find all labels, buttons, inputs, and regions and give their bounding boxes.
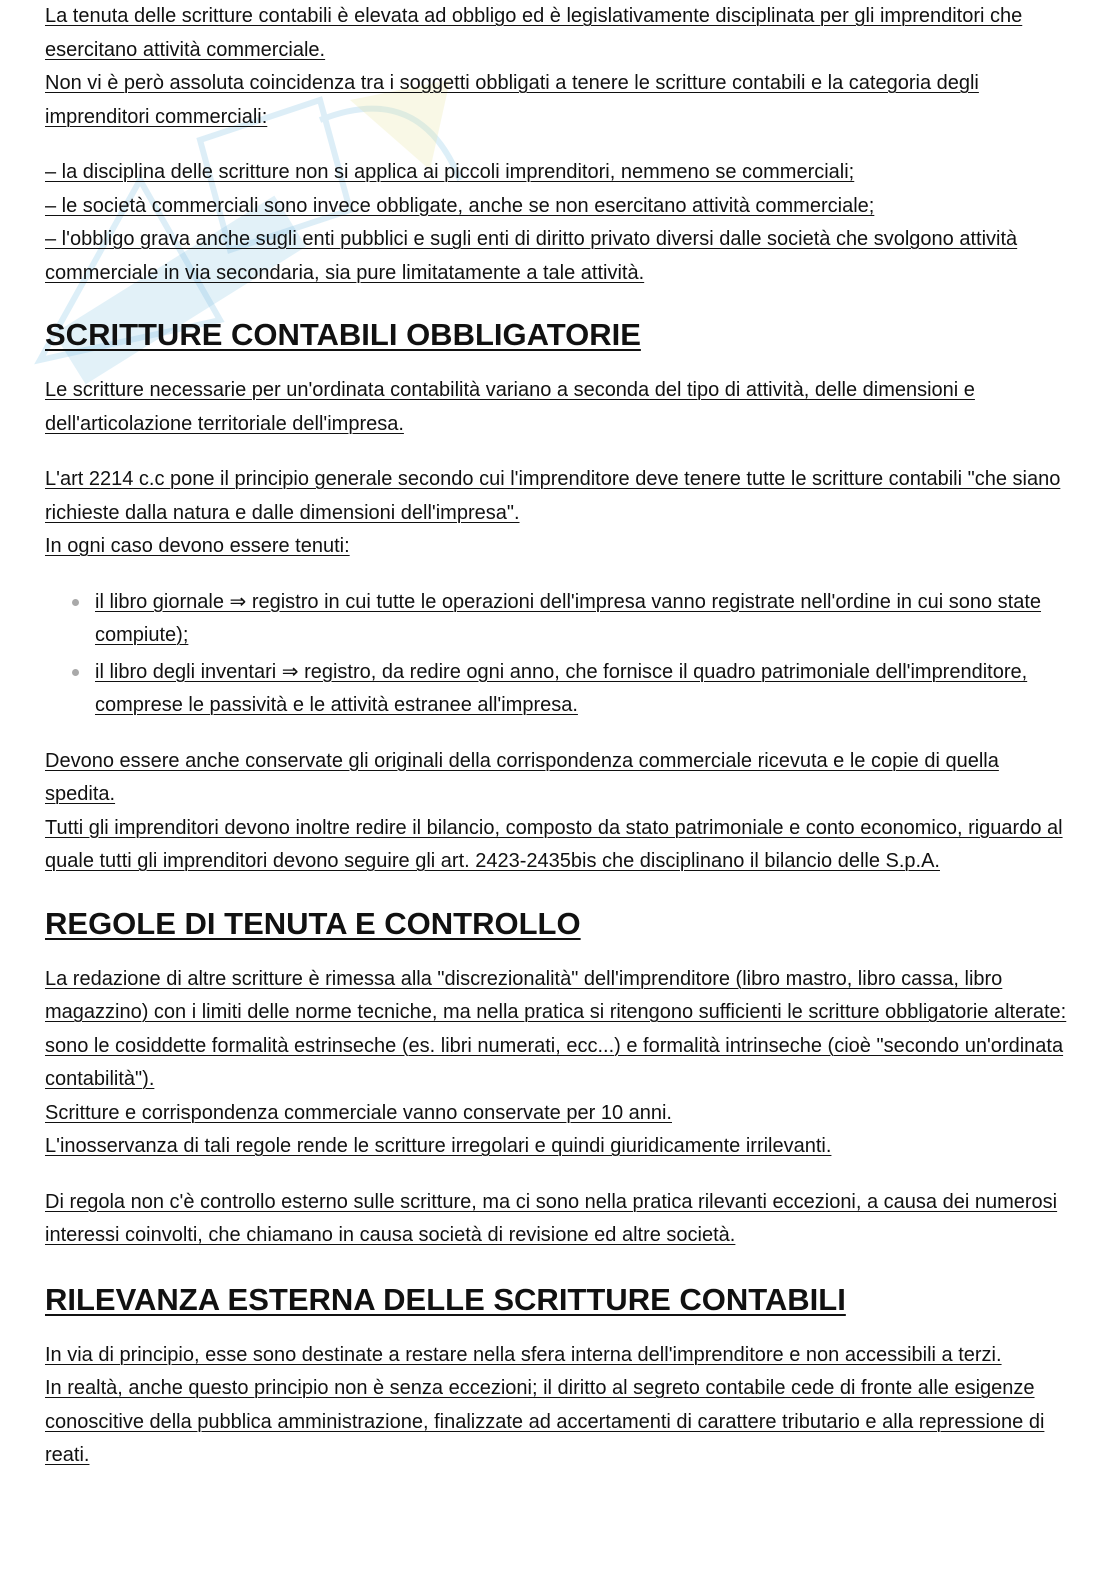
bullet-icon	[72, 669, 79, 676]
intro-block	[45, 0, 1070, 290]
bullet-icon	[72, 599, 79, 606]
section1-paragraph-5: Tutti gli imprenditori devono inoltre redire il bilancio, composto da stato patrimoniale e conto economico, riguardo al quale tutti gli imprenditori devono seguire gli art. 2423-2435bis che disciplinano il bilancio delle S.p.A.	[45, 816, 1063, 872]
section2-paragraph-1: La redazione di altre scritture è rimessa alla "discrezionalità" dell'imprenditore (libro mastro, libro cassa, libro magazzino) con i limiti delle norme tecniche, ma nella pratica si ritengono sufficienti le scritture obbligatorie alterate: sono le cosiddette formalità estrinseche (es. libri numerati, ecc...) e formalità intrinseche (cioè "secondo un'ordinata contabilità").	[45, 967, 1067, 1090]
section-heading-scritture-obbligatorie: SCRITTURE CONTABILI OBBLIGATORIE	[45, 317, 641, 352]
section-heading-regole-tenuta: REGOLE DI TENUTA E CONTROLLO	[45, 905, 581, 941]
section1-paragraph-3: In ogni caso devono essere tenuti:	[45, 535, 350, 557]
section2-paragraph-2: Scritture e corrispondenza commerciale vanno conservate per 10 anni.	[45, 1101, 672, 1124]
intro-dash-item-2: – le società commerciali sono invece obbligate, anche se non esercitano attività commerciale;	[45, 194, 875, 217]
section3-paragraph-2: In realtà, anche questo principio non è senza eccezioni; il diritto al segreto contabile cede di fronte alle esigenze conoscitive della pubblica amministrazione, finalizzate ad accertamenti di carattere tributario e alla repressione di reati.	[45, 1377, 1045, 1466]
section-heading-rilevanza-esterna: RILEVANZA ESTERNA DELLE SCRITTURE CONTABILI	[45, 1281, 846, 1317]
section3-paragraph-1: In via di principio, esse sono destinate a restare nella sfera interna dell'imprenditore e non accessibili a terzi.	[45, 1343, 1002, 1366]
section2-paragraph-3: L'inosservanza di tali regole rende le scritture irregolari e quindi giuridicamente irrilevanti.	[45, 1135, 832, 1157]
obligatory-books-list	[45, 586, 1070, 723]
section2-paragraph-4: Di regola non c'è controllo esterno sulle scritture, ma ci sono nella pratica rilevanti eccezioni, a causa dei numerosi interessi coinvolti, che chiamano in causa società di revisione ed altre società.	[45, 1190, 1058, 1246]
intro-paragraph-1: La tenuta delle scritture contabili è elevata ad obbligo ed è legislativamente disciplinata per gli imprenditori che esercitano attività commerciale.	[45, 5, 1023, 61]
intro-dash-item-3: – l'obbligo grava anche sugli enti pubblici e sugli enti di diritto privato diversi dalle società che svolgono attività commerciale in via secondaria, sia pure limitatamente a tale attività.	[45, 228, 1018, 284]
section1-paragraph-2: L'art 2214 c.c pone il principio generale secondo cui l'imprenditore deve tenere tutte le scritture contabili "che siano richieste dalla natura e dalle dimensioni dell'impresa".	[45, 468, 1061, 524]
section1-paragraph-1: Le scritture necessarie per un'ordinata contabilità variano a seconda del tipo di attività, delle dimensioni e dell'articolazione territoriale dell'impresa.	[45, 379, 975, 435]
list-item: il libro degli inventari ⇒ registro, da redire ogni anno, che fornisce il quadro patrimoniale dell'imprenditore, comprese le passività e le attività estranee all'impresa.	[45, 656, 1070, 723]
document-page	[45, 0, 1070, 1473]
section1-paragraph-4: Devono essere anche conservate gli originali della corrispondenza commerciale ricevuta e le copie di quella spedita.	[45, 749, 999, 805]
list-item: il libro giornale ⇒ registro in cui tutte le operazioni dell'impresa vanno registrate nell'ordine in cui sono state compiute);	[45, 586, 1070, 653]
intro-dash-item-1: – la disciplina delle scritture non si applica ai piccoli imprenditori, nemmeno se commerciali;	[45, 161, 855, 183]
intro-paragraph-2: Non vi è però assoluta coincidenza tra i soggetti obbligati a tenere le scritture contabili e la categoria degli imprenditori commerciali:	[45, 72, 979, 128]
